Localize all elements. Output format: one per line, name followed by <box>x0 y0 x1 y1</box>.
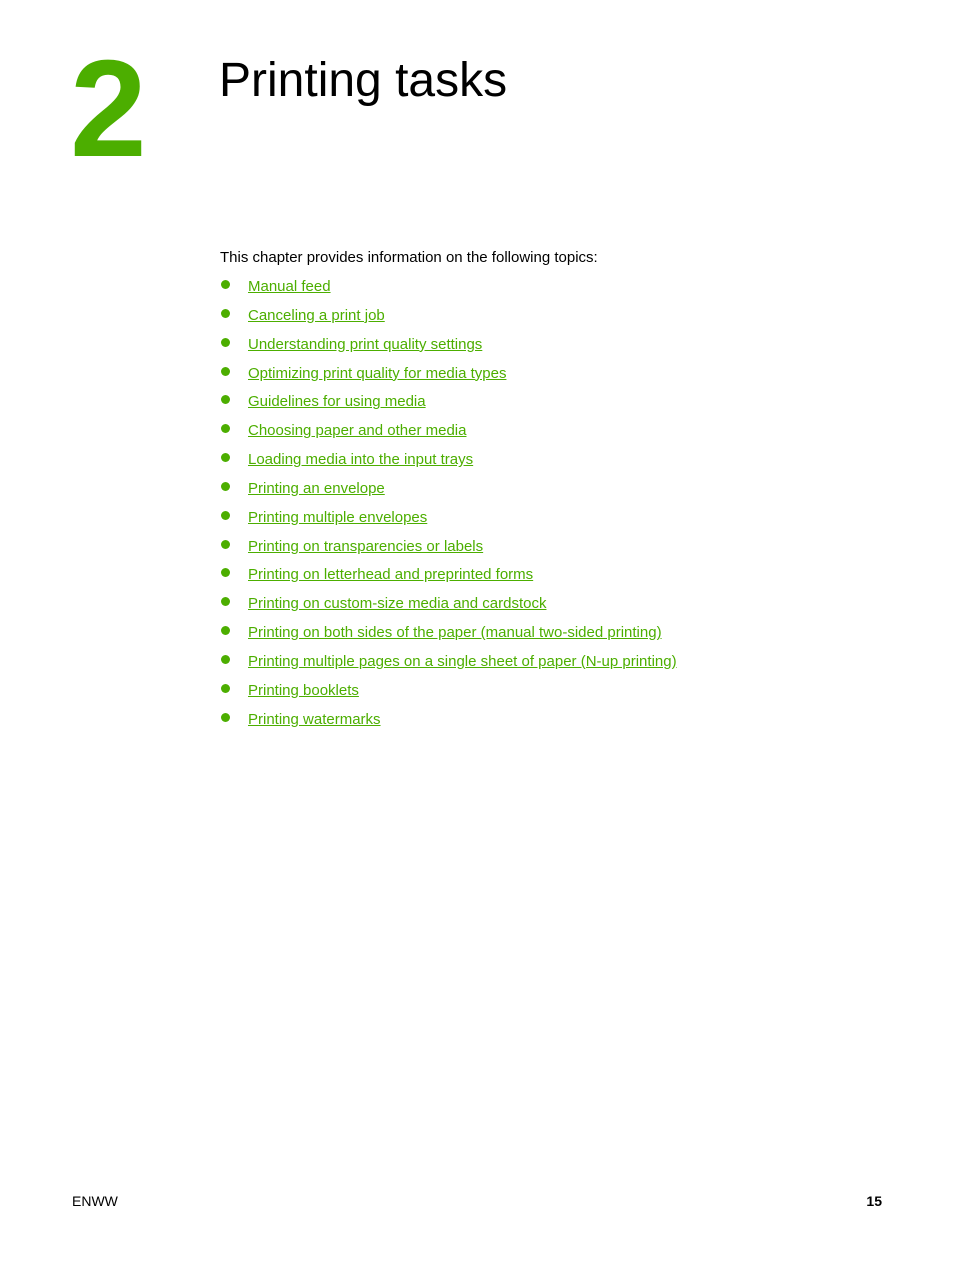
list-item <box>220 307 677 336</box>
topic-link-guidelines-media[interactable]: Guidelines for using media <box>248 393 426 411</box>
list-item <box>220 566 677 595</box>
topic-link-canceling-print-job[interactable]: Canceling a print job <box>248 306 385 324</box>
topic-link-print-quality-settings[interactable]: Understanding print quality settings <box>248 335 483 353</box>
bullet-icon <box>221 626 230 635</box>
topic-link-loading-media[interactable]: Loading media into the input trays <box>248 451 474 469</box>
chapter-title: Printing tasks <box>219 54 508 107</box>
bullet-icon <box>221 713 230 722</box>
bullet-icon <box>221 424 230 433</box>
bullet-icon <box>221 367 230 376</box>
topic-link-printing-booklets[interactable]: Printing booklets <box>248 681 359 699</box>
list-item <box>220 682 677 711</box>
topic-link-transparencies-labels[interactable]: Printing on transparencies or labels <box>248 537 484 555</box>
topic-link-two-sided-printing[interactable]: Printing on both sides of the paper (manual two-sided printing) <box>248 624 662 642</box>
bullet-icon <box>221 684 230 693</box>
bullet-icon <box>221 597 230 606</box>
intro-text: This chapter provides information on the following topics: <box>220 249 598 266</box>
list-item <box>220 480 677 509</box>
list-item <box>220 365 677 394</box>
topic-link-manual-feed[interactable]: Manual feed <box>248 278 331 295</box>
chapter-number: 2 <box>70 32 145 186</box>
list-item <box>220 653 677 682</box>
topic-link-printing-envelope[interactable]: Printing an envelope <box>248 479 385 497</box>
list-item <box>220 278 677 307</box>
topic-list <box>220 278 677 740</box>
bullet-icon <box>221 395 230 404</box>
topic-link-letterhead-forms[interactable]: Printing on letterhead and preprinted forms <box>248 566 534 584</box>
list-item <box>220 509 677 538</box>
list-item <box>220 538 677 567</box>
list-item <box>220 595 677 624</box>
topic-link-n-up-printing[interactable]: Printing multiple pages on a single sheet of paper (N-up printing) <box>248 652 677 670</box>
topic-link-custom-size-media[interactable]: Printing on custom-size media and cardstock <box>248 595 547 613</box>
page-number: 15 <box>866 1193 882 1209</box>
list-item <box>220 624 677 653</box>
bullet-icon <box>221 280 230 289</box>
topic-link-printing-watermarks[interactable]: Printing watermarks <box>248 710 381 728</box>
bullet-icon <box>221 511 230 520</box>
bullet-icon <box>221 309 230 318</box>
topic-link-choosing-paper[interactable]: Choosing paper and other media <box>248 422 467 440</box>
list-item <box>220 393 677 422</box>
bullet-icon <box>221 482 230 491</box>
bullet-icon <box>221 338 230 347</box>
bullet-icon <box>221 540 230 549</box>
topic-link-multiple-envelopes[interactable]: Printing multiple envelopes <box>248 508 428 526</box>
list-item <box>220 451 677 480</box>
footer-label: ENWW <box>72 1193 118 1209</box>
list-item <box>220 711 677 740</box>
bullet-icon <box>221 568 230 577</box>
list-item <box>220 422 677 451</box>
list-item <box>220 336 677 365</box>
bullet-icon <box>221 453 230 462</box>
bullet-icon <box>221 655 230 664</box>
topic-link-optimizing-print-quality[interactable]: Optimizing print quality for media types <box>248 364 507 382</box>
